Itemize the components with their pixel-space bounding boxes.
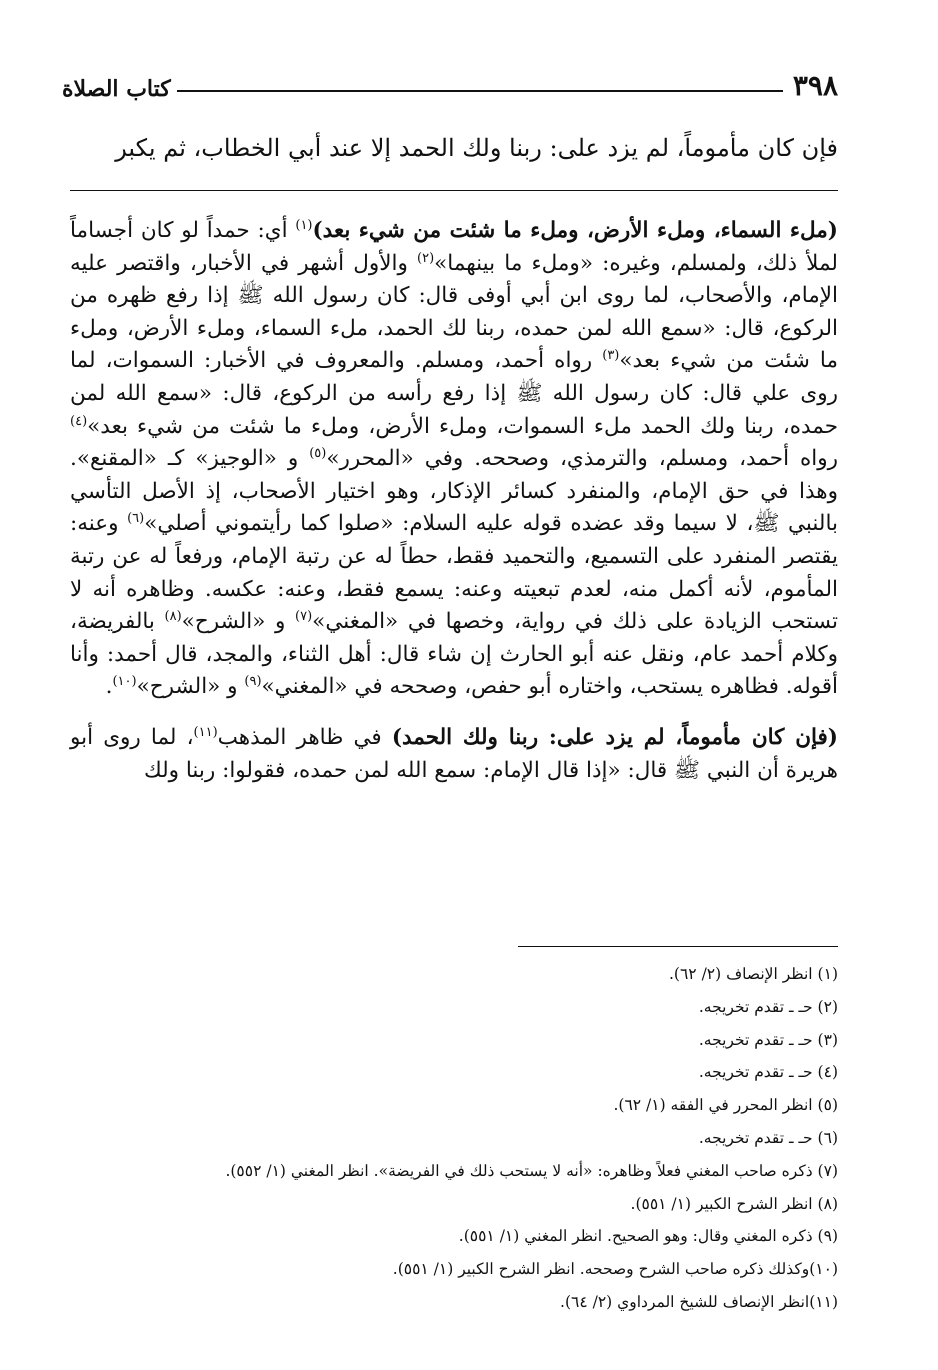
footnote-item	[98, 1024, 838, 1057]
footnotes	[98, 958, 838, 1319]
footnote-number: (٤)	[817, 1063, 838, 1082]
footnote-text: ذكره صاحب المغني فعلاً وظاهره: «أنه لا يستحب ذلك في الفريضة». انظر المغني (١/ ٥٥٢).	[225, 1161, 813, 1180]
footnote-ref: (٢)	[417, 250, 435, 266]
footnote-number: (١٠)	[809, 1260, 838, 1279]
commentary-text: أي: حمداً لو كان أجساماً لملأ ذلك، ولمسلم، وغيره: «وملء ما بينهما»	[70, 218, 838, 276]
commentary-paragraph-1	[70, 215, 838, 704]
commentary	[70, 215, 838, 787]
footnote-ref: (١١)	[193, 724, 218, 740]
footnote-item	[98, 958, 838, 991]
footnote-ref: (٨)	[164, 608, 182, 624]
footnote-ref: (٧)	[295, 608, 313, 624]
footnote-item	[98, 1155, 838, 1188]
footnote-number: (٢)	[817, 997, 838, 1016]
footnote-ref: (٥)	[309, 446, 327, 461]
commentary-text: رواه أحمد، ومسلم. والمعروف في الأخبار: السموات، لما روى علي قال: كان رسول الله ﷺ إذا رفع رأسه من الركوع، قال: «سمع الله لمن حمده، ربنا ولك الحمد ملء السموات، وملء الأرض، وملء ما شئت من شيء بعد»	[70, 348, 838, 439]
footnote-number: (٩)	[817, 1227, 838, 1246]
footnote-item	[98, 1089, 838, 1122]
commentary-text: بالفريضة، وكلام أحمد عام، ونقل عنه أبو الحارث إن شاء قال: أهل الثناء، والمجد، قال أحمد: وأنا أقوله. فظاهره يستحب، واختاره أبو حفص، وصححه في «المغني»	[70, 609, 838, 700]
commentary-text: ، لما روى أبو هريرة أن النبي ﷺ قال: «إذا قال الإمام: سمع الله لمن حمده، فقولوا: ربنا ولك	[70, 724, 838, 783]
footnote-text: ذكره المغني وقال: وهو الصحيح. انظر المغني (١/ ٥٥١).	[458, 1227, 813, 1246]
commentary-text: وعنه: يقتصر المنفرد على التسميع، والتحميد فقط، حطاً له عن رتبة الإمام، ورفعاً له عن رتبة المأموم، لأنه أكمل منه، لعدم تبعيته وعنه: يسمع فقط، وعنه: عكسه. وظاهره أنه لا تستحب الزيادة على ذلك في رواية، وخصها في «المغني»	[70, 511, 838, 635]
commentary-text: و «الوجيز» كـ «المقنع». وهذا في حق الإمام، والمنفرد كسائر الإذكار، وهو اختيار الأصحاب، إذ الأصل التأسي بالنبي ﷺ، لا سيما وقد عضده قوله عليه السلام: «صلوا كما رأيتموني أصلي»	[70, 446, 838, 537]
footnote-number: (٥)	[817, 1096, 838, 1115]
footnote-text: وكذلك ذكره صاحب الشرح وصححه. انظر الشرح الكبير (١/ ٥٥١).	[392, 1260, 810, 1279]
page-number: ٣٩٨	[792, 69, 838, 102]
footnote-number: (٨)	[817, 1194, 838, 1213]
footnote-text: حـ ـ تقدم تخريجه.	[698, 1030, 813, 1049]
book-title: كتاب الصلاة	[62, 76, 171, 102]
footnote-ref: (٦)	[127, 511, 145, 527]
footnote-item	[98, 1056, 838, 1089]
commentary-text: رواه أحمد، ومسلم، والترمذي، وصححه. وفي «المحرر»	[326, 446, 838, 472]
footnote-ref: (١)	[295, 217, 313, 233]
commentary-text: و «الشرح»	[181, 609, 296, 635]
footnote-number: (١)	[817, 965, 838, 983]
footnote-item	[98, 991, 838, 1024]
footnote-ref: (١٠)	[112, 674, 137, 690]
footnote-number: (٧)	[817, 1161, 838, 1180]
footnote-number: (٣)	[817, 1030, 838, 1049]
commentary-text: و «الشرح»	[136, 674, 245, 700]
footnote-item	[98, 1188, 838, 1221]
quoted-matn: (ملء السماء، وملء الأرض، وملء ما شئت من شيء بعد)	[312, 218, 838, 243]
commentary-text: .	[105, 674, 113, 700]
footnote-item	[98, 1122, 838, 1155]
footnote-text: حـ ـ تقدم تخريجه.	[698, 1063, 813, 1082]
footnote-text: انظر الإنصاف للشيخ المرداوي (٢/ ٦٤).	[560, 1292, 810, 1311]
footnote-text: حـ ـ تقدم تخريجه.	[698, 997, 813, 1016]
footnote-number: (٦)	[817, 1128, 838, 1147]
footnote-text: انظر الشرح الكبير (١/ ٥٥١).	[630, 1194, 813, 1213]
footnote-item	[98, 1220, 838, 1253]
commentary-text: في ظاهر المذهب	[217, 724, 392, 750]
quoted-matn: (فإن كان مأموماً، لم يزد على: ربنا ولك الحمد)	[391, 724, 838, 750]
header-rule	[177, 90, 783, 92]
commentary-text: والأول أشهر في الأخبار، واقتصر عليه الإمام، والأصحاب، لما روى ابن أبي أوفى قال: كان رسول الله ﷺ إذا رفع ظهره من الركوع، قال: «سمع الله لمن حمده، ربنا لك الحمد، ملء السماء، وملء الأرض، وملء ما شئت من شيء بعد»	[70, 250, 838, 374]
footnote-item	[98, 1286, 838, 1319]
matn-separator	[70, 190, 838, 191]
page-header	[62, 60, 838, 100]
footnote-separator	[518, 946, 838, 947]
footnote-ref: (٣)	[602, 348, 620, 364]
footnote-ref: (٩)	[244, 674, 262, 690]
footnote-number: (١١)	[809, 1292, 838, 1311]
footnote-text: حـ ـ تقدم تخريجه.	[698, 1128, 813, 1147]
matn-text: فإن كان مأموماً، لم يزد على: ربنا ولك الحمد إلا عند أبي الخطاب، ثم يكبر	[115, 134, 838, 162]
footnote-text: انظر المحرر في الفقه (١/ ٦٢).	[613, 1096, 813, 1115]
footnote-text: انظر الإنصاف (٢/ ٦٢).	[669, 965, 813, 983]
footnote-ref: (٤)	[70, 413, 88, 429]
commentary-paragraph-2	[70, 722, 838, 787]
footnote-item	[98, 1253, 838, 1286]
